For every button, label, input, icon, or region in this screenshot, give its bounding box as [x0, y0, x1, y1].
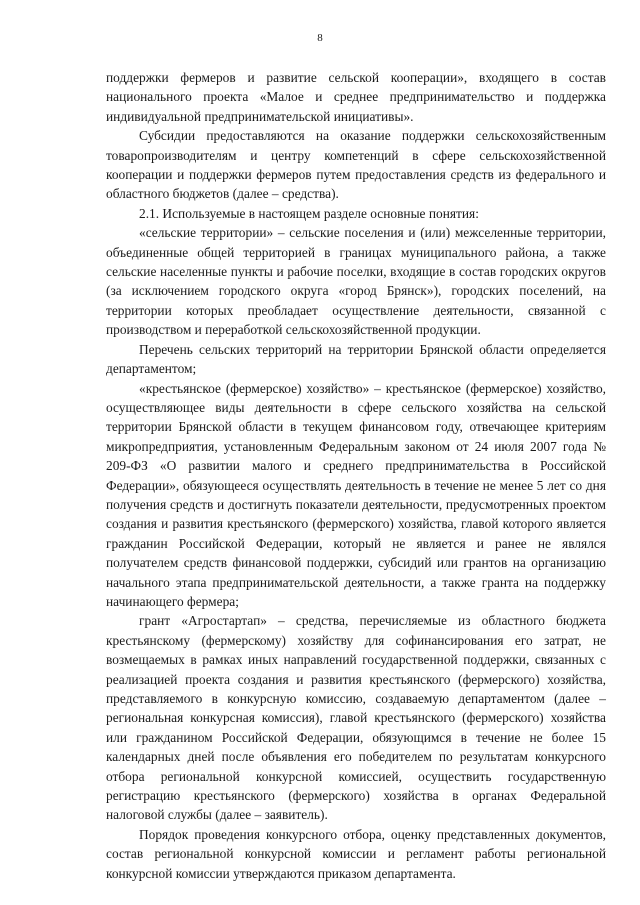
page-number: 8: [317, 32, 323, 44]
paragraph: 2.1. Используемые в настоящем разделе основные понятия:: [139, 205, 479, 221]
paragraph: поддержки фермеров и развитие сельской кооперации», входящего в состав национального проекта «Малое и среднее предпринимательство и поддержка индивидуальной предпринимательской инициативы».: [106, 70, 606, 124]
paragraph: Субсидии предоставляются на оказание поддержки сельскохозяйственным товаропроизводителям и центру компетенций в сфере сельскохозяйственной кооперации и поддержки фермеров путем предоставления средств из федерального и областного бюджетов (далее – средства).: [106, 128, 606, 202]
paragraph: грант «Агростартап» – средства, перечисляемые из областного бюджета крестьянскому (фермерскому) хозяйству для софинансирования его затрат, не возмещаемых в рамках иных направлений государственной поддержки, связанных с реализацией проекта создания и развития крестьянского (фермерского) хозяйства, представляемого в конкурсную комиссию, создаваемую департаментом (далее – региональная конкурсная комиссия), главой крестьянского (фермерского) хозяйства или гражданином Российской Федерации, обязующимся в течение не более 15 календарных дней после объявления его победителем по результатам конкурсного отбора региональной конкурсной комиссией, осуществить государственную регистрацию крестьянского (фермерского) хозяйства в органах Федеральной налоговой службы (далее – заявитель).: [106, 613, 606, 823]
paragraph: Перечень сельских территорий на территории Брянской области определяется департаментом;: [106, 341, 606, 377]
paragraph: «сельские территории» – сельские поселения и (или) межселенные территории, объединенные общей территорией в границах муниципального района, а также сельские населенные пункты и рабочие поселки, входящие в состав городских округов (за исключением городского округа «город Брянск»), городских поселений, на территории которых преобладает осуществление деятельности, связанной с производством и переработкой сельскохозяйственной продукции.: [106, 225, 606, 338]
paragraph: Порядок проведения конкурсного отбора, оценку представленных документов, состав региональной конкурсной комиссии и регламент работы региональной конкурсной комиссии утверждаются приказом департамента.: [106, 826, 606, 881]
document-body: [106, 68, 606, 883]
paragraph: «крестьянское (фермерское) хозяйство» – крестьянское (фермерское) хозяйство, осуществляющее виды деятельности в сфере сельского хозяйства на сельской территории Брянской области в текущем финансовом году, отвечающее критериям микропредприятия, установленным Федеральным законом от 24 июля 2007 года № 209-ФЗ «О развитии малого и среднего предпринимательства в Российской Федерации», обязующееся осуществлять деятельность в течение не менее 5 лет со дня получения средств и достигнуть показатели деятельности, предусмотренных проектом создания и развития крестьянского (фермерского) хозяйства, главой которого является гражданин Российской Федерации, который не является и ранее не являлся получателем средств финансовой поддержки, субсидий или грантов на организацию начального этапа предпринимательской деятельности, а также гранта на поддержку начинающего фермера;: [106, 380, 606, 609]
